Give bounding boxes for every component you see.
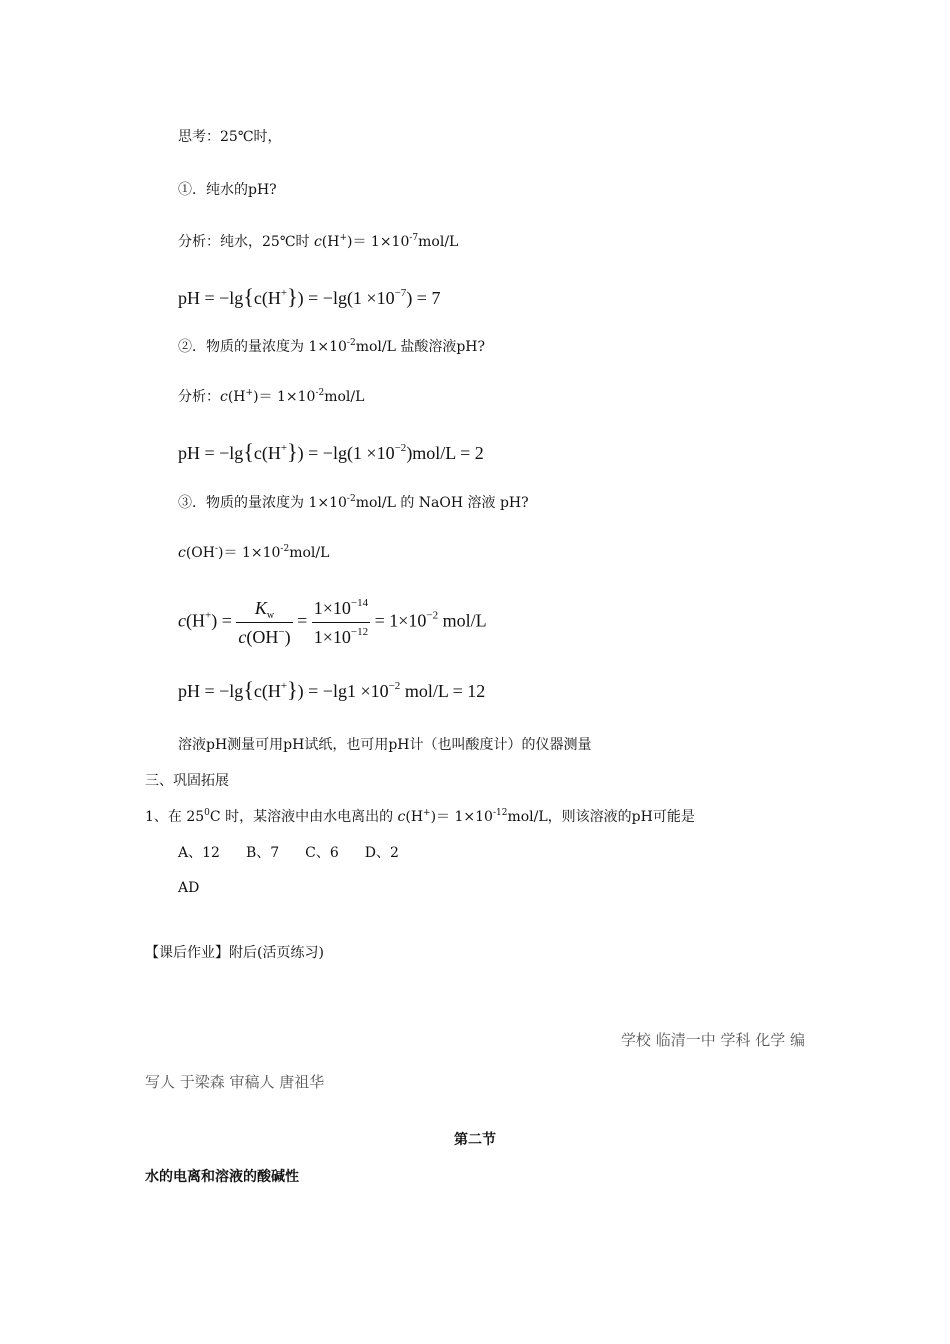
option-c: C、6 — [305, 845, 339, 861]
option-b: B、7 — [245, 845, 280, 861]
exercise1-question: 1、在 $25^0C$ 时，某溶液中由水电离出的 $c(H^+)= 1\times 10^{-12}mol/L$，则该溶液的pH可能是 — [145, 808, 695, 825]
exercise1-options — [178, 843, 425, 863]
section-subtitle: 水的电离和溶液的酸碱性 — [145, 1169, 299, 1185]
credit-line-1: 学校 临清一中 学科 化学 编 — [620, 1031, 805, 1049]
section3-title: 三、巩固拓展 — [145, 773, 229, 789]
q1-title: ①．纯水的pH? — [178, 182, 277, 198]
think-line: 思考：25℃时， — [178, 129, 282, 145]
option-d: D、2 — [364, 845, 399, 861]
exercise1-answer: AD — [178, 880, 200, 896]
value-fraction: $\frac{1\times 10^{-14}}{1\times 10^{-12}}$ — [313, 597, 369, 647]
q3-fraction-equation: c(H+) = $\frac{K_w}{c(OH^-)}$ = $\frac{1\times 10^{-14}}{1\times 10^{-12}}$ = $1\times 10^{-2}$ mol/L — [178, 597, 487, 647]
q1-equation: pH = $-\lg\{c(H^+\}) = -\lg(1 \times 10^{-7}) = 7$ — [178, 284, 441, 309]
q2-title: ②．物质的量浓度为 $1\times 10^{-2}mol/L$ 盐酸溶液pH? — [178, 338, 486, 355]
credit-line-2: 写人 于梁森 审稿人 唐祖华 — [145, 1073, 325, 1091]
homework-note: 【课后作业】附后(活页练习) — [145, 945, 324, 961]
kw-fraction: $\frac{K_w}{c(OH^-)}$ — [238, 598, 291, 647]
option-a: A、12 — [178, 845, 220, 861]
q3-equation: pH = $-\lg\{c(H^+\}) = -\lg 1 \times 10^{-2}$ mol/L = 12 — [178, 677, 486, 702]
q1-analysis: 分析：纯水，25℃时 $c(H^+)= 1\times 10^{-7}mol/L$ — [178, 233, 459, 250]
section-heading: 第二节 — [454, 1132, 496, 1148]
measure-note: 溶液pH测量可用pH试纸，也可用pH计（也叫酸度计）的仪器测量 — [178, 737, 592, 753]
q2-equation: pH = $-\lg\{c(H^+\}) = -\lg(1 \times 10^{-2})mol/L = 2$ — [178, 439, 484, 464]
q3-c-oh: $c(OH^-)= 1\times 10^{-2}mol/L$ — [178, 544, 330, 561]
q2-analysis: 分析：$c(H^+)= 1\times 10^{-2}mol/L$ — [178, 388, 365, 405]
q3-title: ③．物质的量浓度为 $1\times 10^{-2}mol/L$ 的 NaOH 溶液 pH? — [178, 494, 529, 511]
